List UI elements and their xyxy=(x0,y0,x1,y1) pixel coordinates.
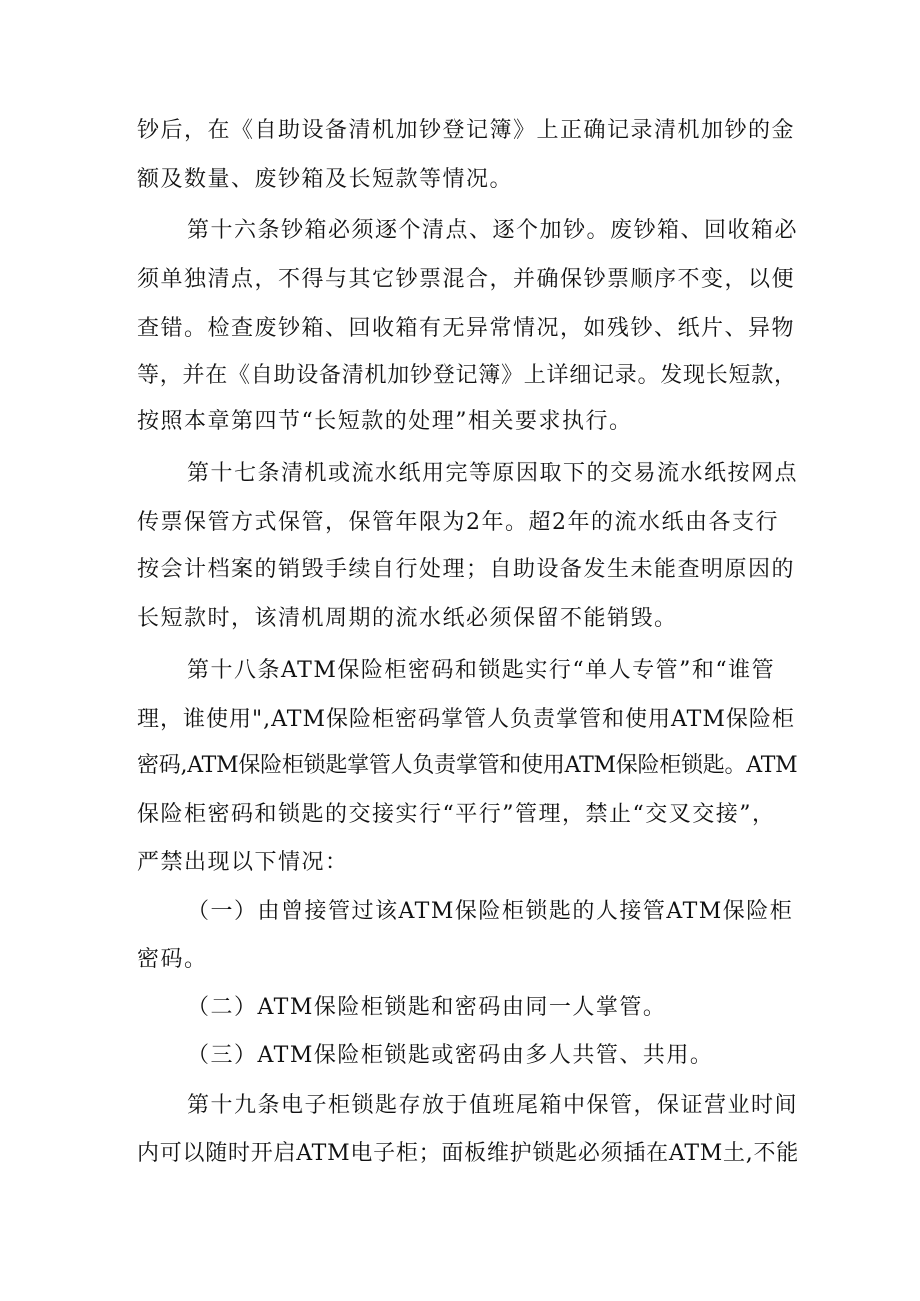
text-line-4: 须单独清点，不得与其它钞票混合，并确保钞票顺序不变，以便 xyxy=(137,267,796,292)
text-line-18: 密码。 xyxy=(137,947,208,972)
text-line-21: 第十九条电子柜锁匙存放于值班尾箱中保管，保证营业时间 xyxy=(187,1093,799,1118)
text-line-20: （三）ATM保险柜锁匙或密码由多人共管、共用。 xyxy=(187,1043,714,1068)
text-line-13: 理，谁使用",ATM保险柜密码掌管人负责掌管和使用ATM保险柜 xyxy=(137,707,795,732)
text-line-7: 按照本章第四节“长短款的处理”相关要求执行。 xyxy=(137,409,633,434)
text-line-15: 保险柜密码和锁匙的交接实行“平行”管理，禁止“交叉交接”， xyxy=(137,802,776,827)
text-line-17: （一）由曾接管过该ATM保险柜锁匙的人接管ATM保险柜 xyxy=(187,899,794,924)
text-line-12: 第十八条ATM保险柜密码和锁匙实行“单人专管”和“谁管 xyxy=(187,658,776,683)
text-line-5: 查错。检查废钞箱、回收箱有无异常情况，如残钞、纸片、异物 xyxy=(137,316,796,341)
text-line-1: 钞后，在《自助设备清机加钞登记簿》上正确记录清机加钞的金 xyxy=(137,118,796,143)
text-line-8: 第十七条清机或流水纸用完等原因取下的交易流水纸按网点 xyxy=(187,461,799,486)
text-line-3: 第十六条钞箱必须逐个清点、逐个加钞。废钞箱、回收箱必 xyxy=(187,218,799,243)
text-line-10: 按会计档案的销毁手续自行处理；自助设备发生未能查明原因的 xyxy=(137,557,796,582)
text-line-11: 长短款时，该清机周期的流水纸必须保留不能销毁。 xyxy=(137,606,678,631)
text-line-22: 内可以随时开启ATM电子柜；面板维护锁匙必须插在ATM土,不能 xyxy=(137,1141,800,1166)
text-line-2: 额及数量、废钞箱及长短款等情况。 xyxy=(137,167,514,192)
text-line-19: （二）ATM保险柜锁匙和密码由同一人掌管。 xyxy=(187,995,667,1020)
text-line-6: 等，并在《自助设备清机加钞登记簿》上详细记录。发现长短款， xyxy=(137,363,797,388)
text-line-14: 密码,ATM保险柜锁匙掌管人负责掌管和使用ATM保险柜锁匙。ATM xyxy=(137,753,798,778)
text-line-16: 严禁出现以下情况： xyxy=(137,850,349,875)
text-line-9: 传票保管方式保管，保管年限为2年。超2年的流水纸由各支行 xyxy=(137,510,779,535)
